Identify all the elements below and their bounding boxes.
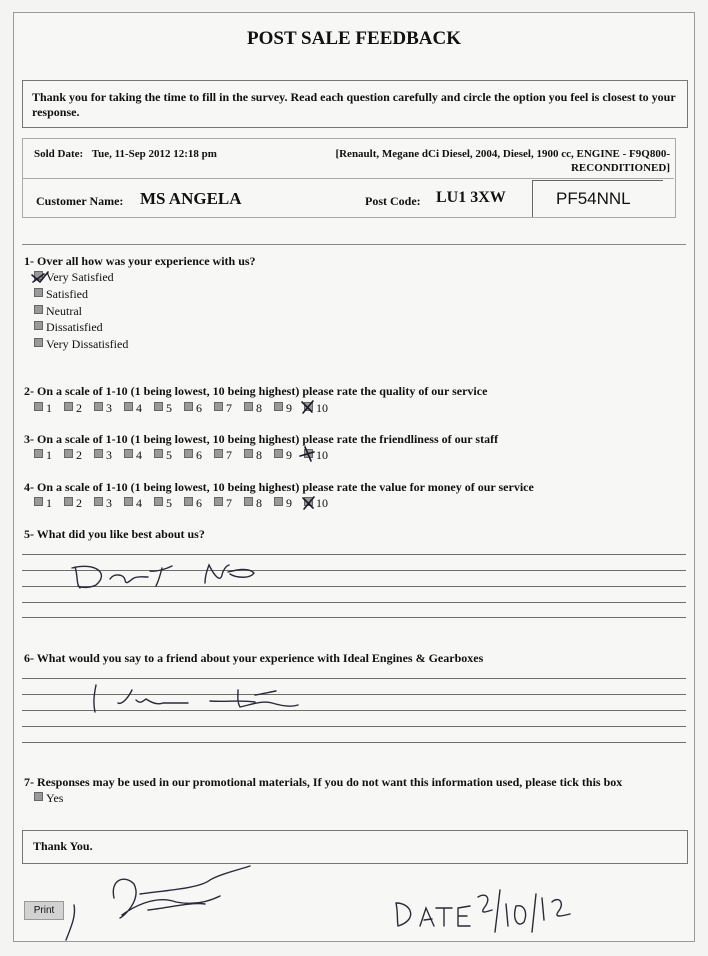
q3-option[interactable]: 1 (34, 448, 64, 463)
q2-option[interactable]: 7 (214, 401, 244, 416)
q4-option[interactable]: 10 (304, 496, 334, 511)
vehicle-line-1: [Renault, Megane dCi Diesel, 2004, Diesel, 1900 cc, ENGINE - F9Q800- (335, 148, 670, 160)
q2-option[interactable]: 6 (184, 401, 214, 416)
question-5: 5- What did you like best about us? (24, 527, 205, 541)
q4-option[interactable]: 5 (154, 496, 184, 511)
question-1: 1- Over all how was your experience with us? (24, 254, 256, 268)
q1-option-very-dissatisfied[interactable]: Very Dissatisfied (34, 337, 128, 352)
customer-name-value: MS ANGELA (140, 189, 242, 208)
post-code-value: LU1 3XW (436, 189, 506, 206)
q2-option[interactable]: 4 (124, 401, 154, 416)
intro-text: Thank you for taking the time to fill in the survey. Read each question carefully and circle the option you feel is closest to your response. (32, 90, 676, 119)
question-2: 2- On a scale of 1-10 (1 being lowest, 10 being highest) please rate the quality of our service (24, 384, 488, 398)
q7-option-yes[interactable]: Yes (34, 791, 63, 806)
q3-option[interactable]: 6 (184, 448, 214, 463)
q3-option[interactable]: 5 (154, 448, 184, 463)
thank-you-text: Thank You. (33, 839, 93, 853)
q3-option[interactable]: 3 (94, 448, 124, 463)
q1-option-very-satisfied[interactable]: Very Satisfied (34, 270, 114, 285)
vehicle-line-2: RECONDITIONED] (570, 162, 670, 174)
q3-option[interactable]: 8 (244, 448, 274, 463)
question-4: 4- On a scale of 1-10 (1 being lowest, 10 being highest) please rate the value for money of our service (24, 480, 534, 494)
q1-option-neutral[interactable]: Neutral (34, 304, 82, 319)
q4-option[interactable]: 6 (184, 496, 214, 511)
customer-name-label: Customer Name: (36, 194, 124, 208)
question-7: 7- Responses may be used in our promotional materials, If you do not want this information used, please tick this box (24, 775, 623, 789)
sold-date-label: Sold Date: (34, 148, 84, 160)
handwritten-date (396, 890, 570, 932)
q4-option[interactable]: 8 (244, 496, 274, 511)
q4-option[interactable]: 1 (34, 496, 64, 511)
sold-date-value: Tue, 11-Sep 2012 12:18 pm (91, 148, 217, 160)
q4-option[interactable]: 9 (274, 496, 304, 511)
q2-option[interactable]: 1 (34, 401, 64, 416)
q3-option[interactable]: 9 (274, 448, 304, 463)
question-6: 6- What would you say to a friend about your experience with Ideal Engines & Gearboxes (24, 651, 484, 665)
q6-handwritten-answer (94, 685, 298, 712)
signature (66, 866, 250, 940)
q4-option[interactable]: 3 (94, 496, 124, 511)
q1-option-dissatisfied[interactable]: Dissatisfied (34, 320, 103, 335)
q2-option[interactable]: 5 (154, 401, 184, 416)
q2-option[interactable]: 8 (244, 401, 274, 416)
q5-handwritten-answer (72, 565, 254, 588)
q3-cross-mark (300, 447, 314, 461)
q3-option[interactable]: 4 (124, 448, 154, 463)
q4-cross-mark (303, 497, 314, 509)
q1-option-satisfied[interactable]: Satisfied (34, 287, 88, 302)
q4-option[interactable]: 2 (64, 496, 94, 511)
post-code-label: Post Code: (365, 194, 421, 208)
q2-option[interactable]: 3 (94, 401, 124, 416)
q2-option[interactable]: 10 (304, 401, 334, 416)
q2-option[interactable]: 9 (274, 401, 304, 416)
q3-option[interactable]: 10 (304, 448, 334, 463)
q2-cross-mark (302, 401, 313, 413)
q2-option[interactable]: 2 (64, 401, 94, 416)
q3-option[interactable]: 2 (64, 448, 94, 463)
page-title: POST SALE FEEDBACK (247, 28, 461, 49)
q4-option[interactable]: 4 (124, 496, 154, 511)
question-3: 3- On a scale of 1-10 (1 being lowest, 10 being highest) please rate the friendliness of our staff (24, 432, 499, 446)
registration-value: PF54NNL (556, 189, 631, 208)
q4-option[interactable]: 7 (214, 496, 244, 511)
q1-tick-mark (32, 272, 48, 282)
print-button[interactable]: Print (24, 901, 64, 920)
q3-option[interactable]: 7 (214, 448, 244, 463)
